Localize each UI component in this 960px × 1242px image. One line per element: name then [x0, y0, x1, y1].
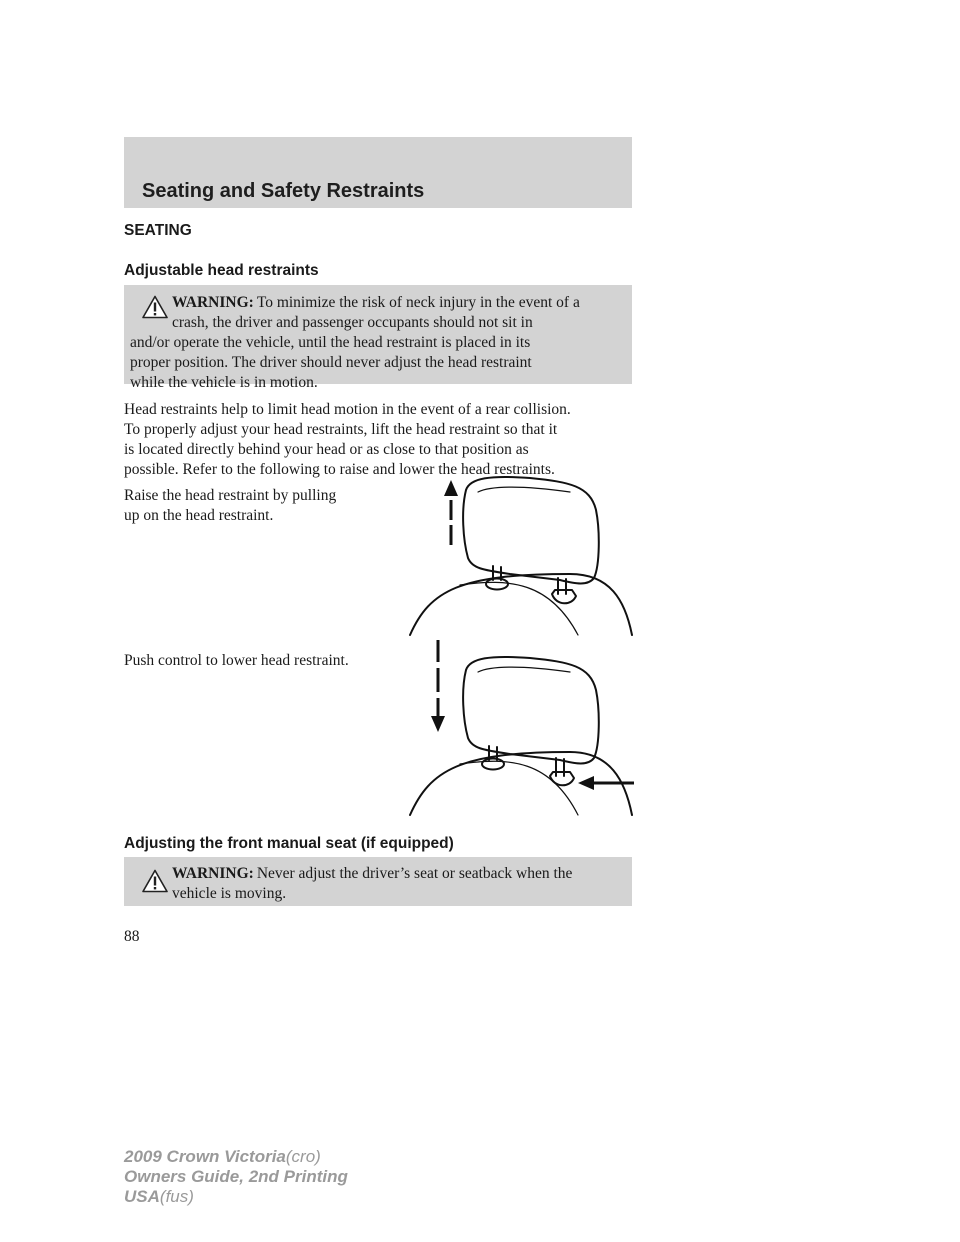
lower-instruction: Push control to lower head restraint.	[124, 652, 349, 669]
warning-triangle-icon	[142, 295, 168, 319]
warning2-line-2: vehicle is moving.	[172, 885, 287, 902]
footer-market: USA	[124, 1187, 160, 1206]
warning-box-neck-injury	[124, 285, 632, 391]
warning-box-seat-adjust	[124, 857, 632, 906]
footer-market-code: (fus)	[159, 1187, 194, 1206]
footer-model: 2009 Crown Victoria	[124, 1147, 286, 1166]
warning2-line-1: WARNING: Never adjust the driver’s seat or seatback when the	[172, 865, 573, 882]
warning-line-3: and/or operate the vehicle, until the head restraint is placed in its	[130, 334, 531, 351]
warning-line-4: proper position. The driver should never adjust the head restraint	[130, 354, 532, 371]
warning-label: WARNING:	[172, 294, 254, 311]
warning-line-1: WARNING: To minimize the risk of neck injury in the event of a	[172, 294, 580, 311]
section-header	[124, 137, 632, 208]
warning-label: WARNING:	[172, 865, 254, 882]
seating-heading: SEATING	[124, 222, 192, 239]
lower-head-restraint-illustration	[400, 640, 640, 820]
warning-line-5: while the vehicle is in motion.	[130, 374, 318, 391]
warning-triangle-icon	[142, 869, 168, 893]
footer-model-code: (cro)	[285, 1147, 321, 1166]
raise-instruction: Raise the head restraint by pulling up on the head restraint.	[124, 487, 337, 524]
down-arrow-icon	[431, 640, 445, 732]
footer-printing: Owners Guide, 2nd Printing	[124, 1167, 348, 1186]
raise-head-restraint-illustration	[400, 470, 640, 640]
head-restraints-subheading: Adjustable head restraints	[124, 262, 319, 279]
push-control-arrow-icon	[578, 776, 634, 790]
up-arrow-icon	[444, 480, 458, 545]
manual-seat-heading: Adjusting the front manual seat (if equipped)	[124, 835, 454, 852]
section-title: Seating and Safety Restraints	[142, 180, 425, 202]
warning-line-2: crash, the driver and passenger occupants should not sit in	[172, 314, 533, 331]
document-footer	[124, 1147, 348, 1207]
page-number: 88	[124, 928, 140, 945]
head-restraint-paragraph: Head restraints help to limit head motion in the event of a rear collision. To properly adjust your head restraints, lift the head restraint so that it is located directly behind your head or as close to that position as possible. Refer to the following to raise and lower the head restraints.	[124, 401, 571, 478]
